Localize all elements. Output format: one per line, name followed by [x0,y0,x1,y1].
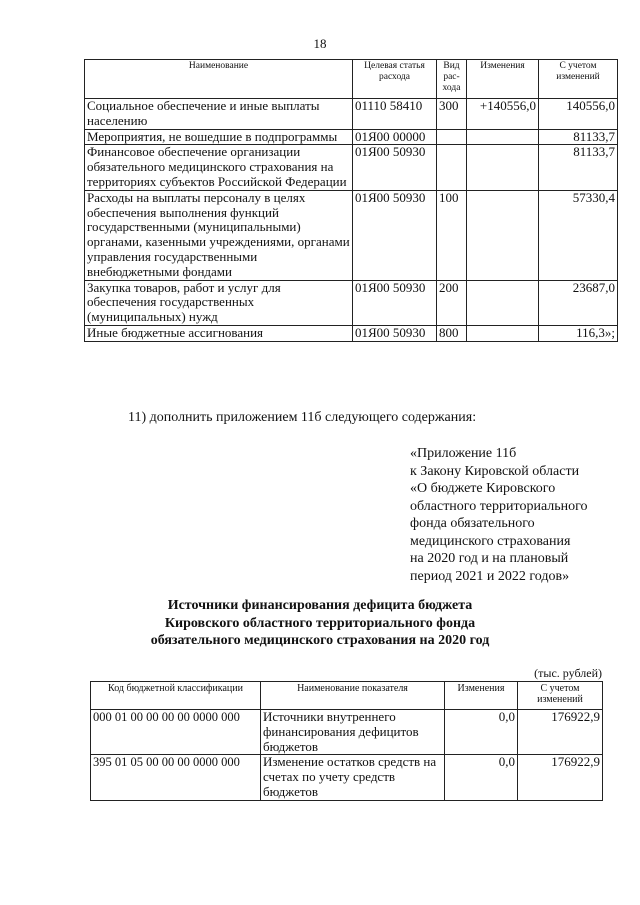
header-code: Код бюджетной классификации [91,682,261,710]
cell-total: 116,3»; [539,325,618,341]
cell-changes [467,325,539,341]
header-total: С учетом изменений [518,682,603,710]
appendix-line: период 2021 и 2022 годов» [410,568,570,584]
cell-name: Финансовое обеспечение организации обязательного медицинского страхования на территориях субъектов Российской Федерации [85,145,353,190]
table-header-row [85,60,618,99]
heading-line: Кировского областного территориального фонда [164,615,476,631]
cell-target: 01Я00 50930 [353,145,437,190]
expenditure-table [84,59,618,342]
cell-name: Социальное обеспечение и иные выплаты населению [85,99,353,130]
appendix-line: медицинского страхования [410,533,571,549]
appendix-line: к Закону Кировской области [410,463,580,479]
cell-code: 000 01 00 00 00 00 0000 000 [91,710,261,755]
header-name: Наименование показателя [261,682,445,710]
cell-name: Иные бюджетные ассигнования [85,325,353,341]
header-kind: Вид рас-хода [437,60,467,99]
table-header-row [91,682,603,710]
table-row [85,280,618,325]
heading-line: обязательного медицинского страхования на 2020 год [150,633,490,648]
cell-kind [437,145,467,190]
cell-total: 140556,0 [539,99,618,130]
cell-target: 01Я00 50930 [353,325,437,341]
cell-kind [437,129,467,145]
table-row [91,710,603,755]
cell-kind: 800 [437,325,467,341]
table-row [85,99,618,130]
cell-total: 176922,9 [518,710,603,755]
cell-changes: 0,0 [445,755,518,800]
cell-name: Изменение остатков средств на счетах по учету средств бюджетов [261,755,445,800]
table-row [85,190,618,280]
cell-total: 81133,7 [539,129,618,145]
cell-target: 01110 58410 [353,99,437,130]
appendix-line: «Приложение 11б [410,446,517,461]
table-row [91,755,603,800]
unit-note: (тыс. рублей) [534,666,602,680]
heading-line: Источники финансирования дефицита бюджета [167,598,473,613]
intro-text: 11) дополнить приложением 11б следующего содержания: [128,410,477,425]
header-total: С учетом изменений [539,60,618,99]
header-target: Целевая статья расхода [353,60,437,99]
cell-kind: 200 [437,280,467,325]
header-changes: Изменения [445,682,518,710]
cell-total: 81133,7 [539,145,618,190]
cell-target: 01Я00 00000 [353,129,437,145]
cell-name: Закупка товаров, работ и услуг для обеспечения государственных (муниципальных) нужд [85,280,353,325]
header-name: Наименование [85,60,353,99]
page-number: 18 [313,36,327,51]
appendix-line: фонда обязательного [410,516,535,531]
cell-changes [467,145,539,190]
table-row [85,325,618,341]
cell-name: Расходы на выплаты персоналу в целях обеспечения выполнения функций государственными (муниципальными) органами, казенными учреждениями, органами управления государственными внебюджетными фондами [85,190,353,280]
cell-target: 01Я00 50930 [353,280,437,325]
appendix-line: областного территориального [410,498,588,514]
cell-total: 57330,4 [539,190,618,280]
cell-total: 23687,0 [539,280,618,325]
cell-target: 01Я00 50930 [353,190,437,280]
cell-kind: 100 [437,190,467,280]
financing-sources-table [90,681,603,801]
table-row [85,129,618,145]
cell-changes: 0,0 [445,710,518,755]
cell-changes: +140556,0 [467,99,539,130]
cell-name: Источники внутреннего финансирования дефицитов бюджетов [261,710,445,755]
section-heading [0,597,640,650]
cell-total: 176922,9 [518,755,603,800]
cell-code: 395 01 05 00 00 00 0000 000 [91,755,261,800]
cell-changes [467,190,539,280]
header-changes: Изменения [467,60,539,99]
cell-changes [467,129,539,145]
cell-name: Мероприятия, не вошедшие в подпрограммы [85,129,353,145]
cell-kind: 300 [437,99,467,130]
table-row [85,145,618,190]
cell-changes [467,280,539,325]
appendix-line: на 2020 год и на плановый [410,551,569,566]
appendix-line: «О бюджете Кировского [410,481,556,496]
appendix-caption [410,445,588,585]
